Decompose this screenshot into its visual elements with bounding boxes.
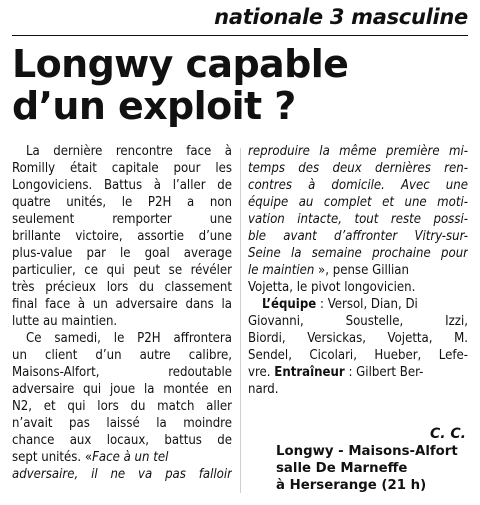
body-line: temps des deux dernières ren- [248,161,468,176]
body-line: Giovanni, Soustelle, Izzi, [248,314,468,329]
body-line: un client d’un autre calibre, [12,348,232,363]
quote-text: Face à un tel [92,450,169,465]
body-line: N2, et qui lors du match aller [12,399,232,414]
body-line: Biordi, Versickas, Vojetta, M. [248,331,468,346]
body-line: plus-value par le goal average [12,246,232,261]
match-venue: salle De Marneffe [276,461,408,476]
body-line: ble avant d’affronter Vitry-sur- [248,229,468,244]
match-info [276,443,458,494]
body-line: adversaire qui joue la montée en [12,382,232,397]
body-line: Sendel, Cicolari, Hueber, Lefe- [248,348,468,363]
body-line: Romilly était capitale pour les [12,161,232,176]
body-text: vre. [248,365,271,380]
body-line: brillante victoire, assortie d’une [12,229,232,244]
body-line: vation intacte, tout reste possi- [248,212,468,227]
section-rubric: nationale 3 masculine [214,5,468,29]
body-line: Seine la semaine prochaine pour [248,246,468,261]
body-line: quatre unités, le P2H a non [12,195,232,210]
rubric-rule [12,35,468,36]
team-label: L’équipe [262,297,317,312]
body-line [12,449,232,466]
body-line: reproduire la même première mi- [248,144,468,159]
body-line: La dernière rencontre face à [26,144,232,159]
body-line: n’avait pas laissé la moindre [12,416,232,431]
match-teams: Longwy - Maisons-Alfort [276,444,458,459]
body-line: Maisons-Alfort, redoutable [12,365,232,380]
article-column-right [248,143,468,398]
body-line [248,262,468,279]
body-line: nard. [248,382,279,397]
body-line [248,296,468,313]
body-line: Vojetta, le pivot longovicien. [248,280,416,295]
body-line: contres à domicile. Avec une [248,178,468,193]
body-text: : Gilbert Ber- [344,365,424,380]
body-line: Longoviciens. Battus à l’aller de [12,178,232,193]
quote-text: le maintien [248,263,315,278]
body-line: seulement remporter une [12,212,232,227]
body-line: adversaire, il ne va pas falloir [12,467,232,482]
body-line: particulier, ce qui peut se révéler [12,263,232,278]
body-line: très précieux lors du classement [12,280,232,295]
body-text: », pense Gillian [314,263,409,278]
match-location-time: à Herserange (21 h) [276,478,427,493]
column-separator [240,148,241,493]
body-line [248,364,468,381]
body-line: Ce samedi, le P2H affrontera [26,331,232,346]
article-headline: Longwy capable d’un exploit ? [12,42,349,128]
coach-label: Entraîneur [274,365,345,380]
body-line: équipe au complet et une moti- [248,195,468,210]
body-line: chance aux locaux, battus de [12,433,232,448]
body-text: : Versol, Dian, Di [316,297,418,312]
author-signature: C. C. [429,426,466,442]
body-line: lutte au maintien. [12,314,118,329]
body-line: final face à un adversaire dans la [12,297,232,312]
body-text: sept unités. « [12,450,93,465]
article-column-left [12,143,232,483]
